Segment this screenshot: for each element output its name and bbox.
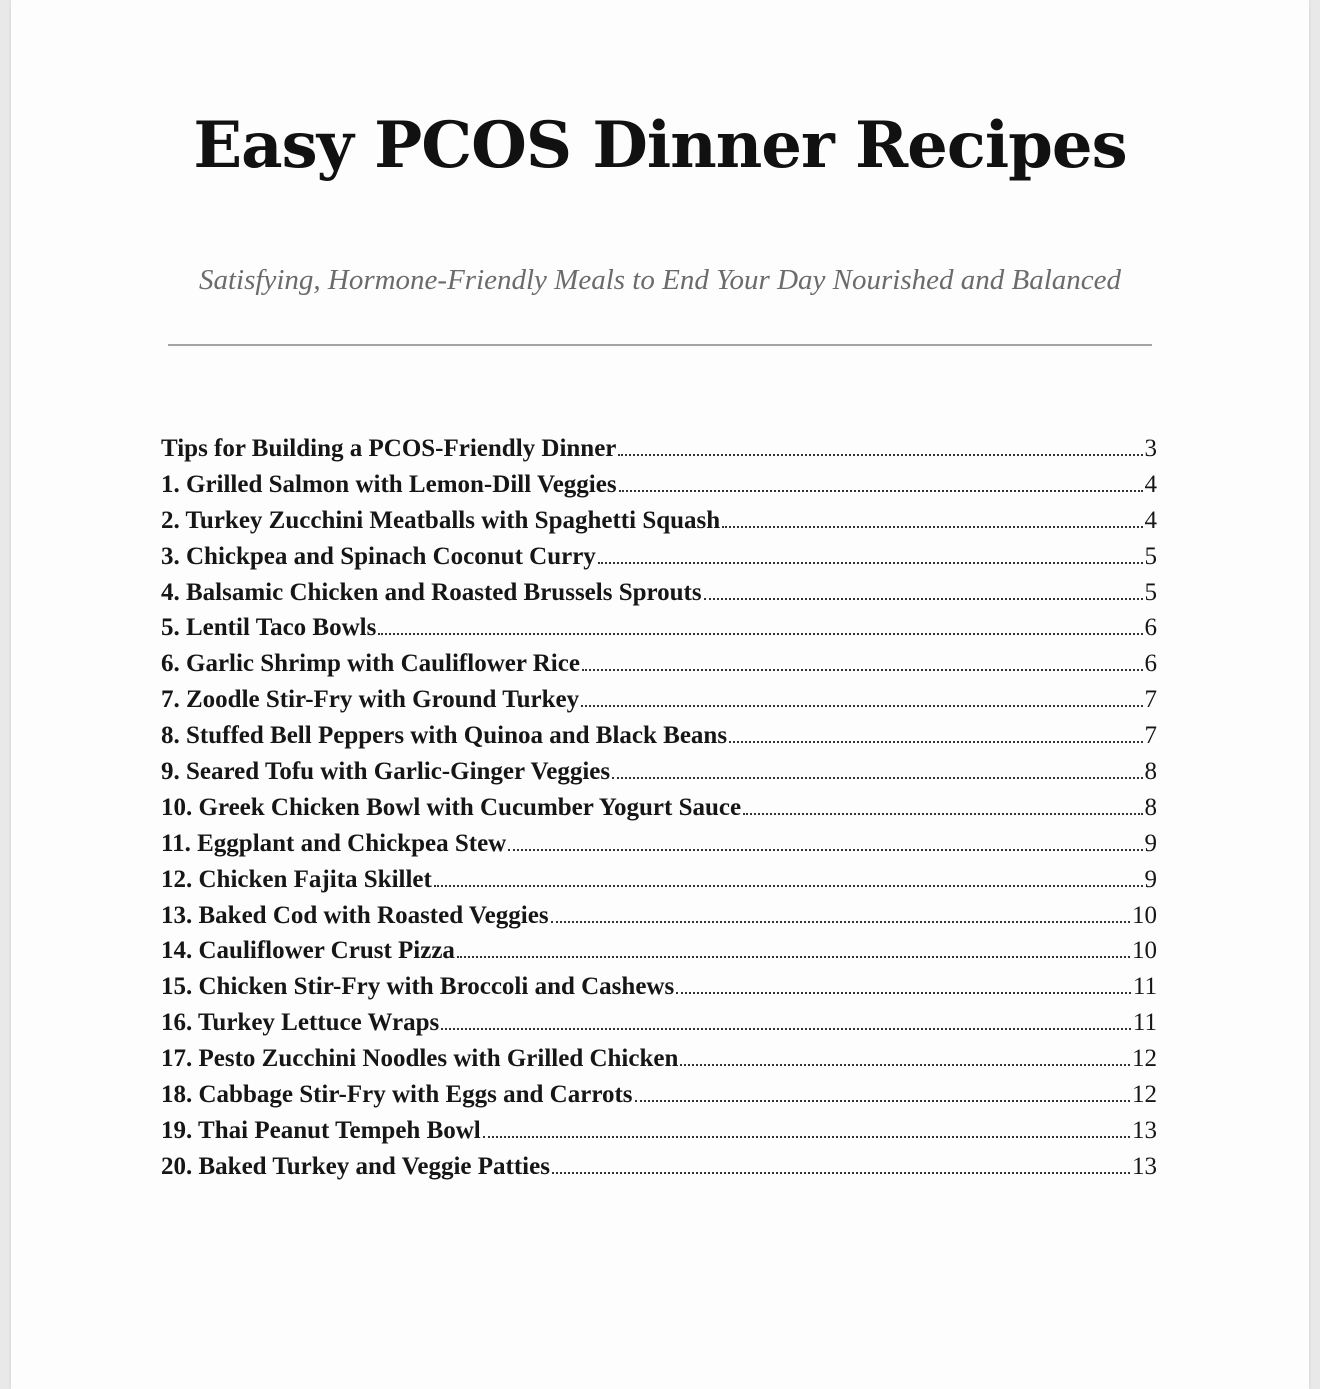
- toc-entry-title: 18. Cabbage Stir-Fry with Eggs and Carrots: [161, 1081, 633, 1109]
- toc-entry[interactable]: [161, 431, 1157, 467]
- toc-entry-title: 8. Stuffed Bell Peppers with Quinoa and Black Beans: [161, 722, 728, 750]
- toc-entry[interactable]: [161, 539, 1157, 575]
- toc-dot-leader: [743, 813, 1142, 815]
- toc-page-number: 6: [1144, 614, 1157, 642]
- toc-entry-title: 11. Eggplant and Chickpea Stew: [161, 829, 507, 857]
- toc-entry-title: 20. Baked Turkey and Veggie Patties: [161, 1152, 550, 1180]
- toc-page-number: 8: [1144, 758, 1157, 786]
- toc-entry[interactable]: [161, 467, 1157, 503]
- table-of-contents: [161, 431, 1157, 1185]
- toc-entry-title: 4. Balsamic Chicken and Roasted Brussels Sprouts: [161, 578, 702, 606]
- toc-entry-title: Tips for Building a PCOS-Friendly Dinner: [161, 435, 617, 462]
- toc-dot-leader: [635, 1100, 1130, 1102]
- toc-entry[interactable]: [161, 862, 1157, 898]
- toc-dot-leader: [729, 741, 1142, 743]
- toc-page-number: 13: [1132, 1116, 1157, 1144]
- toc-page-number: 4: [1144, 470, 1157, 498]
- toc-entry-title: 6. Garlic Shrimp with Cauliflower Rice: [161, 650, 580, 678]
- toc-dot-leader: [676, 992, 1131, 994]
- toc-entry-title: 16. Turkey Lettuce Wraps: [161, 1009, 440, 1037]
- toc-entry-title: 1. Grilled Salmon with Lemon-Dill Veggies: [161, 470, 617, 498]
- toc-entry[interactable]: [161, 1113, 1157, 1149]
- toc-entry-title: 5. Lentil Taco Bowls: [161, 614, 377, 642]
- toc-page-number: 5: [1144, 578, 1157, 606]
- document-subtitle: Satisfying, Hormone-Friendly Meals to End Your Day Nourished and Balanced: [198, 264, 1121, 296]
- toc-dot-leader: [552, 1172, 1130, 1174]
- toc-dot-leader: [551, 921, 1130, 923]
- toc-entry[interactable]: [161, 790, 1157, 826]
- toc-dot-leader: [598, 562, 1143, 564]
- toc-dot-leader: [434, 885, 1143, 887]
- toc-entry[interactable]: [161, 933, 1157, 969]
- toc-page-number: 6: [1144, 650, 1157, 678]
- toc-entry-title: 13. Baked Cod with Roasted Veggies: [161, 901, 549, 929]
- toc-entry-title: 19. Thai Peanut Tempeh Bowl: [161, 1116, 481, 1144]
- toc-dot-leader: [457, 956, 1130, 958]
- toc-entry[interactable]: [161, 503, 1157, 539]
- toc-page-number: 9: [1144, 829, 1157, 857]
- toc-dot-leader: [722, 526, 1142, 528]
- toc-entry[interactable]: [161, 718, 1157, 754]
- toc-entry-title: 17. Pesto Zucchini Noodles with Grilled Chicken: [161, 1045, 679, 1073]
- toc-entry[interactable]: [161, 646, 1157, 682]
- toc-page-number: 13: [1132, 1152, 1157, 1180]
- title-divider: [168, 344, 1152, 346]
- toc-page-number: 10: [1132, 901, 1157, 929]
- toc-dot-leader: [483, 1136, 1130, 1138]
- toc-dot-leader: [441, 1028, 1131, 1030]
- toc-page-number: 4: [1144, 506, 1157, 534]
- toc-dot-leader: [618, 454, 1142, 456]
- toc-page-number: 8: [1144, 793, 1157, 821]
- toc-entry-title: 2. Turkey Zucchini Meatballs with Spaghetti Squash: [161, 506, 721, 534]
- toc-page-number: 10: [1132, 937, 1157, 965]
- toc-page-number: 5: [1144, 542, 1157, 570]
- toc-dot-leader: [680, 1064, 1130, 1066]
- toc-entry[interactable]: [161, 826, 1157, 862]
- toc-page-number: 11: [1132, 1009, 1157, 1037]
- document-page: [11, 0, 1309, 1389]
- toc-entry[interactable]: [161, 969, 1157, 1005]
- toc-dot-leader: [378, 633, 1142, 635]
- document-title: Easy PCOS Dinner Recipes: [193, 108, 1127, 183]
- toc-dot-leader: [704, 598, 1143, 600]
- toc-page-number: 3: [1144, 435, 1157, 462]
- toc-page-number: 12: [1132, 1081, 1157, 1109]
- toc-entry-title: 12. Chicken Fajita Skillet: [161, 865, 432, 893]
- toc-entry[interactable]: [161, 575, 1157, 611]
- toc-entry-title: 15. Chicken Stir-Fry with Broccoli and Cashews: [161, 973, 675, 1001]
- toc-dot-leader: [581, 705, 1142, 707]
- toc-entry-title: 3. Chickpea and Spinach Coconut Curry: [161, 542, 596, 570]
- toc-entry-title: 9. Seared Tofu with Garlic-Ginger Veggies: [161, 758, 611, 786]
- toc-page-number: 7: [1144, 686, 1157, 714]
- toc-page-number: 12: [1132, 1045, 1157, 1073]
- toc-entry-title: 10. Greek Chicken Bowl with Cucumber Yogurt Sauce: [161, 793, 742, 821]
- toc-dot-leader: [582, 669, 1143, 671]
- toc-page-number: 7: [1144, 722, 1157, 750]
- toc-entry[interactable]: [161, 1041, 1157, 1077]
- toc-dot-leader: [612, 777, 1142, 779]
- toc-entry[interactable]: [161, 1005, 1157, 1041]
- toc-dot-leader: [508, 849, 1142, 851]
- toc-page-number: 11: [1132, 973, 1157, 1001]
- toc-entry[interactable]: [161, 682, 1157, 718]
- toc-entry-title: 7. Zoodle Stir-Fry with Ground Turkey: [161, 686, 580, 714]
- toc-entry[interactable]: [161, 898, 1157, 934]
- toc-entry[interactable]: [161, 1149, 1157, 1185]
- toc-entry[interactable]: [161, 610, 1157, 646]
- toc-entry[interactable]: [161, 754, 1157, 790]
- toc-dot-leader: [619, 490, 1143, 492]
- toc-entry-title: 14. Cauliflower Crust Pizza: [161, 937, 455, 965]
- toc-page-number: 9: [1144, 865, 1157, 893]
- toc-entry[interactable]: [161, 1077, 1157, 1113]
